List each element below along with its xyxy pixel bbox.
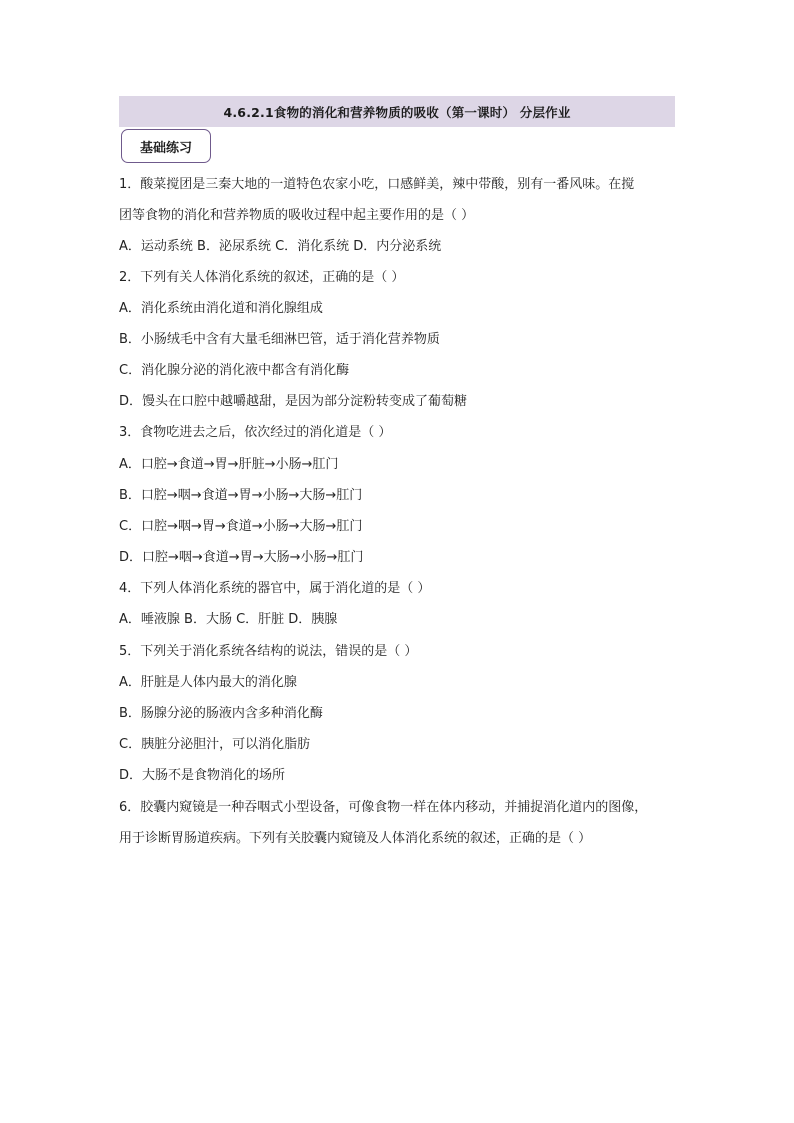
question-2-option-a: A．消化系统由消化道和消化腺组成 [119,301,323,316]
question-3-stem: 3．食物吃进去之后，依次经过的消化道是（ ） [119,425,392,440]
question-3-option-b: B．口腔→咽→食道→胃→小肠→大肠→肛门 [119,488,363,503]
question-6-stem-line-2: 用于诊断胃肠道疾病。下列有关胶囊内窥镜及人体消化系统的叙述，正确的是（ ） [119,831,592,846]
section-label: 基础练习 [139,140,192,156]
question-1-stem-line-2: 团等食物的消化和营养物质的吸收过程中起主要作用的是（ ） [119,208,475,223]
question-4-stem: 4．下列人体消化系统的器官中，属于消化道的是（ ） [119,581,431,596]
question-6-stem-line-1: 6．胶囊内窥镜是一种吞咽式小型设备，可像食物一样在体内移动，并捕捉消化道内的图像， [119,800,648,815]
question-2-option-b: B．小肠绒毛中含有大量毛细淋巴管，适于消化营养物质 [119,332,440,347]
question-1-stem-line-1: 1．酸菜搅团是三秦大地的一道特色农家小吃，口感鲜美，辣中带酸，别有一番风味。在搅 [119,177,635,192]
question-2-stem: 2．下列有关人体消化系统的叙述，正确的是（ ） [119,270,405,285]
question-5-option-b: B．肠腺分泌的肠液内含多种消化酶 [119,706,323,721]
question-3-option-c: C．口腔→咽→胃→食道→小肠→大肠→肛门 [119,519,363,534]
question-5-option-a: A．肝脏是人体内最大的消化腺 [119,675,297,690]
title-bar [119,96,675,127]
question-2-option-d: D．馒头在口腔中越嚼越甜，是因为部分淀粉转变成了葡萄糖 [119,394,468,409]
question-4-options: A．唾液腺 B．大肠 C．肝脏 D．胰腺 [119,612,338,627]
section-label-box [121,129,211,163]
question-5-option-d: D．大肠不是食物消化的场所 [119,768,286,783]
question-3-option-a: A．口腔→食道→胃→肝脏→小肠→肛门 [119,457,339,472]
question-3-option-d: D．口腔→咽→食道→胃→大肠→小肠→肛门 [119,550,364,565]
page-title: 4.6.2.1食物的消化和营养物质的吸收（第一课时） 分层作业 [223,104,571,120]
question-1-options: A．运动系统 B．泌尿系统 C．消化系统 D．内分泌系统 [119,239,442,254]
question-2-option-c: C．消化腺分泌的消化液中都含有消化酶 [119,363,350,378]
question-5-option-c: C．胰脏分泌胆汁，可以消化脂肪 [119,737,311,752]
question-5-stem: 5．下列关于消化系统各结构的说法，错误的是（ ） [119,644,418,659]
